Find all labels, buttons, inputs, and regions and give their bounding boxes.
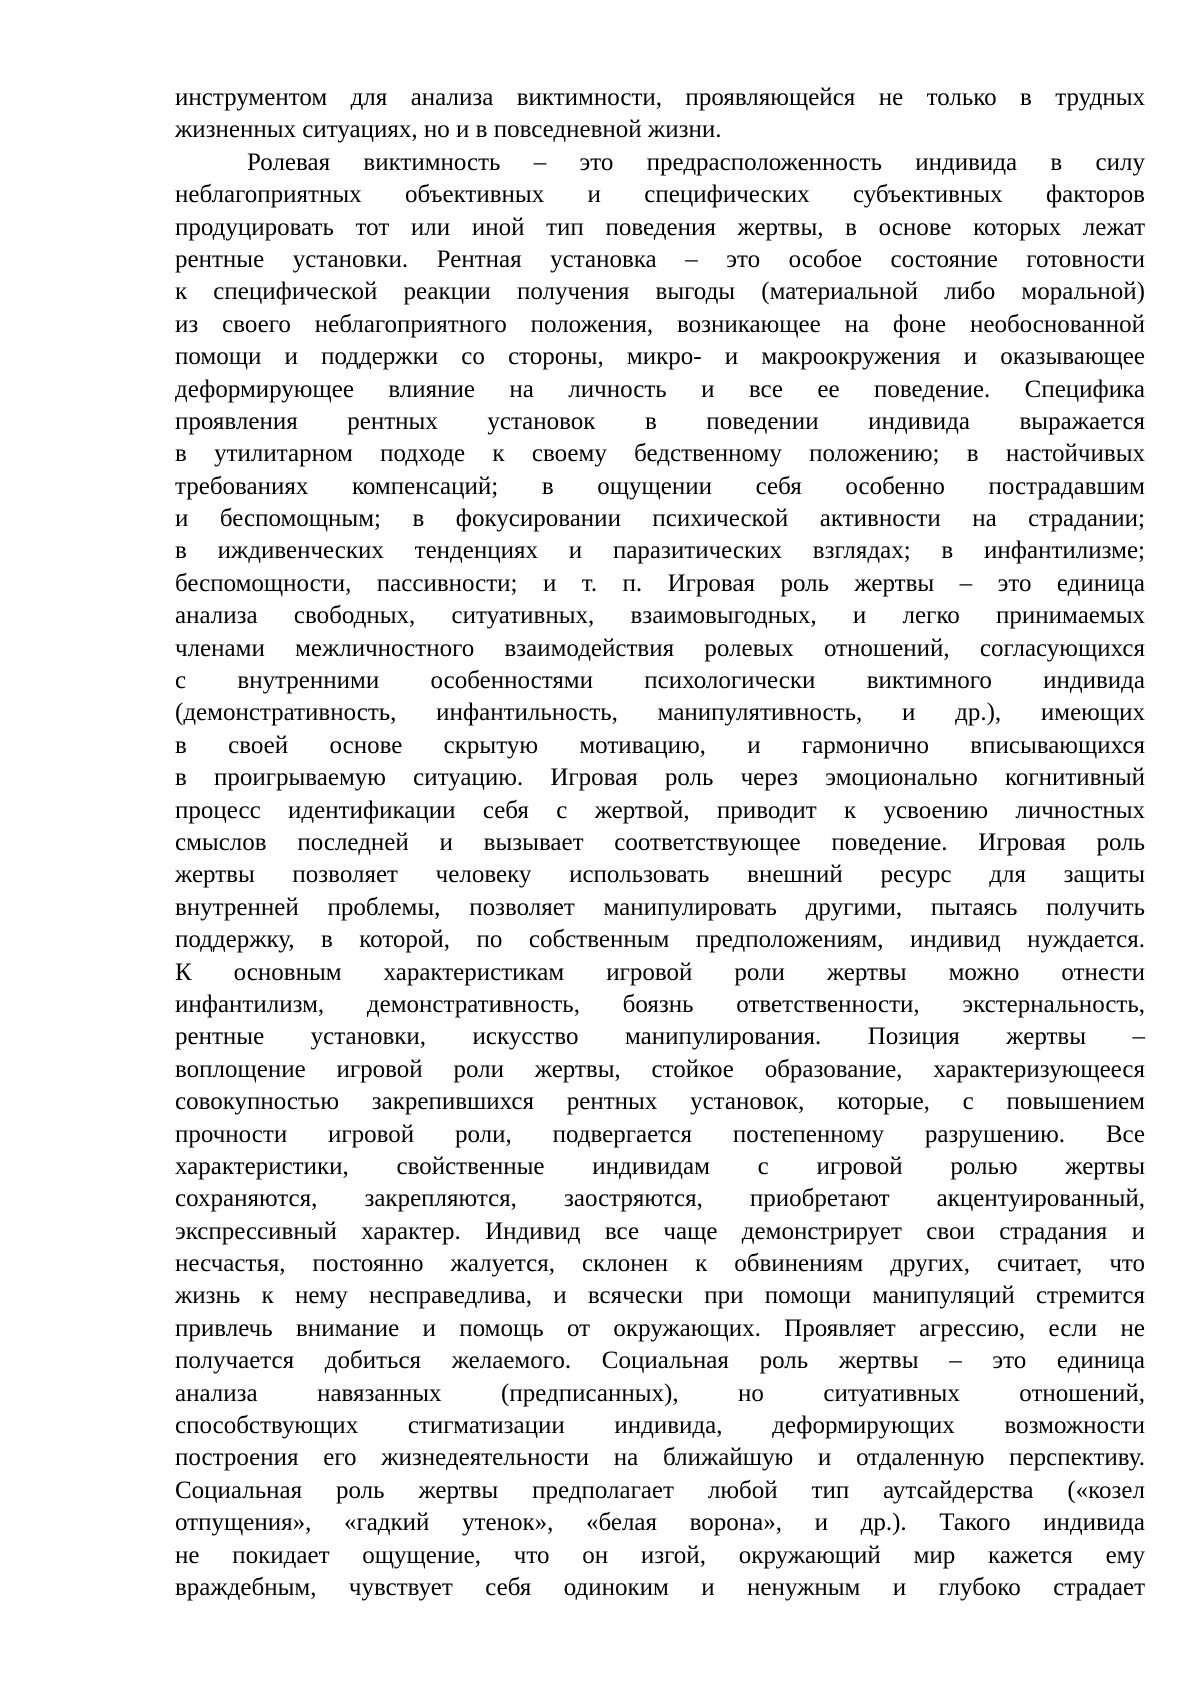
text-line: инфантилизм, демонстративность, боязнь ответственности, экстернальность, [175,990,1145,1018]
text-line: деформирующее влияние на личность и все ее поведение. Специфика [175,375,1145,403]
body-text [175,82,1145,1604]
text-line: получается добиться желаемого. Социальная роль жертвы – это единица [175,1347,1145,1375]
paragraph-first-line: Ролевая виктимность – это предрасположенность индивида в силу [247,148,1145,176]
text-line: жизнь к нему несправедлива, и всячески при помощи манипуляций стремится [175,1282,1145,1310]
text-line: членами межличностного взаимодействия ролевых отношений, согласующихся [175,634,1145,662]
text-line: жертвы позволяет человеку использовать внешний ресурс для защиты [175,861,1145,889]
text-line: в своей основе скрытую мотивацию, и гармонично вписывающихся [175,731,1145,759]
text-line: проявления рентных установок в поведении индивида выражается [175,407,1145,435]
text-line: беспомощности, пассивности; и т. п. Игровая роль жертвы – это единица [175,569,1145,597]
text-line: смыслов последней и вызывает соответствующее поведение. Игровая роль [175,828,1145,856]
text-line: внутренней проблемы, позволяет манипулировать другими, пытаясь получить [175,893,1145,921]
text-line: к специфической реакции получения выгоды (материальной либо моральной) [175,278,1145,306]
text-line: способствующих стигматизации индивида, деформирующих возможности [175,1412,1145,1440]
text-line: отпущения», «гадкий утенок», «белая ворона», и др.). Такого индивида [175,1509,1145,1537]
text-line: продуцировать тот или иной тип поведения жертвы, в основе которых лежат [175,213,1145,241]
text-line: несчастья, постоянно жалуется, склонен к обвинениям других, считает, что [175,1250,1145,1278]
text-line: помощи и поддержки со стороны, микро- и макроокружения и оказывающее [175,343,1145,371]
text-line: рентные установки, искусство манипулирования. Позиция жертвы – [175,1023,1145,1051]
text-line: Социальная роль жертвы предполагает любой тип аутсайдерства («козел [175,1476,1145,1504]
text-line: К основным характеристикам игровой роли жертвы можно отнести [175,958,1145,986]
text-line: из своего неблагоприятного положения, возникающее на фоне необоснованной [175,310,1145,338]
text-line: прочности игровой роли, подвергается постепенному разрушению. Все [175,1120,1145,1148]
text-line: враждебным, чувствует себя одиноким и ненужным и глубоко страдает [175,1573,1145,1601]
text-line: сохраняются, закрепляются, заостряются, приобретают акцентуированный, [175,1185,1145,1213]
text-line: в проигрываемую ситуацию. Игровая роль через эмоционально когнитивный [175,764,1145,792]
text-line: построения его жизнедеятельности на ближайшую и отдаленную перспективу. [175,1444,1145,1472]
text-line: не покидает ощущение, что он изгой, окружающий мир кажется ему [175,1541,1145,1569]
text-line: жизненных ситуациях, но и в повседневной жизни. [175,116,722,144]
text-line: характеристики, свойственные индивидам с игровой ролью жертвы [175,1152,1145,1180]
text-line: требованиях компенсаций; в ощущении себя особенно пострадавшим [175,472,1145,500]
text-line: (демонстративность, инфантильность, манипулятивность, и др.), имеющих [175,699,1145,727]
text-line: экспрессивный характер. Индивид все чаще демонстрирует свои страдания и [175,1217,1145,1245]
text-line: и беспомощным; в фокусировании психической активности на страдании; [175,505,1145,533]
text-line: в иждивенческих тенденциях и паразитических взглядах; в инфантилизме; [175,537,1145,565]
text-line: с внутренними особенностями психологически виктимного индивида [175,667,1145,695]
text-line: привлечь внимание и помощь от окружающих. Проявляет агрессию, если не [175,1314,1145,1342]
text-line: рентные установки. Рентная установка – это особое состояние готовности [175,245,1145,273]
text-line: поддержку, в которой, по собственным предположениям, индивид нуждается. [175,926,1145,954]
text-line: анализа свободных, ситуативных, взаимовыгодных, и легко принимаемых [175,602,1145,630]
text-line: воплощение игровой роли жертвы, стойкое образование, характеризующееся [175,1055,1145,1083]
text-line: анализа навязанных (предписанных), но ситуативных отношений, [175,1379,1145,1407]
text-line: процесс идентификации себя с жертвой, приводит к усвоению личностных [175,796,1145,824]
text-line: неблагоприятных объективных и специфических субъективных факторов [175,181,1145,209]
text-line: инструментом для анализа виктимности, проявляющейся не только в трудных [175,84,1145,111]
text-line: в утилитарном подходе к своему бедственному положению; в настойчивых [175,440,1145,468]
text-line: совокупностью закрепившихся рентных установок, которые, с повышением [175,1088,1145,1116]
